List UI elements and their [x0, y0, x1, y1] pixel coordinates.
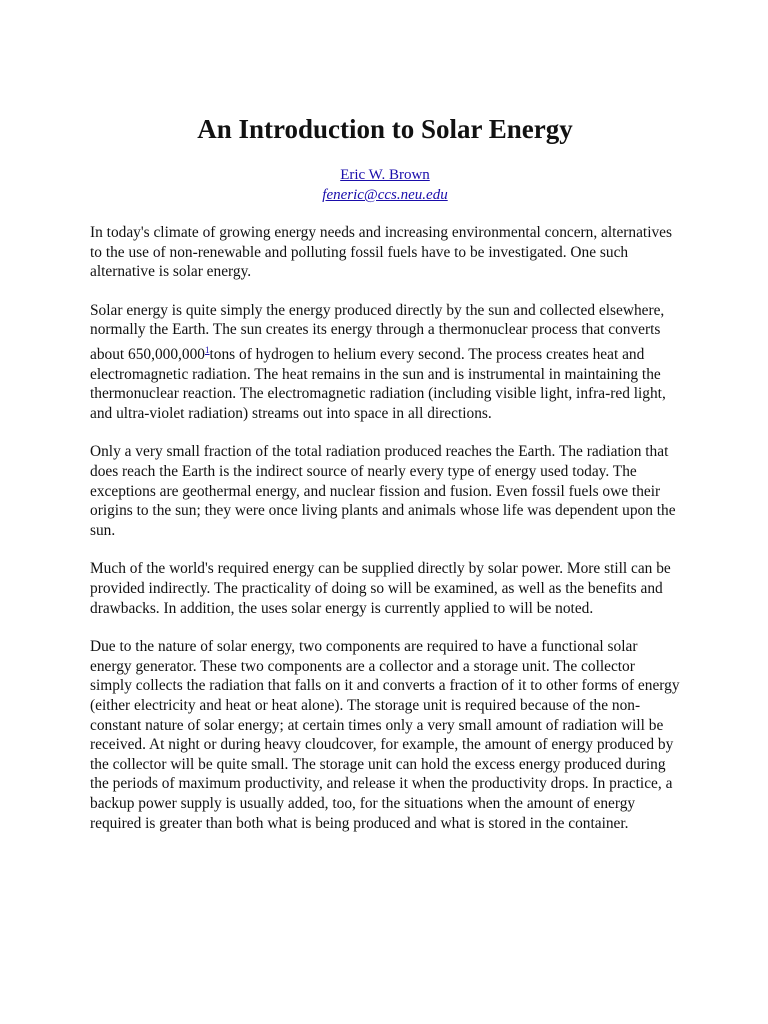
author-email-link[interactable]: feneric@ccs.neu.edu [322, 187, 448, 203]
footnote-1-link[interactable]: 1 [205, 344, 210, 355]
paragraph-intro: In today's climate of growing energy needs and increasing environmental concern, alternatives to the use of non-renewable and polluting fossil fuels have to be investigated. One such alternative is solar energy. [90, 224, 672, 281]
paragraph-solar-energy [90, 301, 680, 424]
paragraph-text: tons of hydrogen to helium every second. The process creates heat and electromagnetic radiation. The heat remains in the sun and is instrumental in maintaining the thermonuclear reaction. The electromagnetic radiation (including visible light, infra-red light, and ultra-violet radiation) streams out into space in all directions. [90, 346, 666, 422]
paragraph-text: Solar energy is quite simply the energy produced directly by the sun and collected elsewhere, normally the Earth. The sun creates its energy through a thermonuclear process that converts about 650,000,000 [90, 301, 665, 364]
author-name-link[interactable]: Eric W. Brown [340, 167, 430, 183]
paragraph-world-energy: Much of the world's required energy can be supplied directly by solar power. More still can be provided indirectly. The practicality of doing so will be examined, as well as the benefits and drawbacks. In addition, the uses solar energy is currently applied to will be noted. [90, 560, 671, 617]
paragraph-radiation: Only a very small fraction of the total radiation produced reaches the Earth. The radiation that does reach the Earth is the indirect source of nearly every type of energy used today. The exceptions are geothermal energy, and nuclear fission and fusion. Even fossil fuels owe their origins to the sun; they were once living plants and animals whose life was dependent upon the sun. [90, 443, 676, 539]
document-body [90, 223, 680, 852]
document-title: An Introduction to Solar Energy [197, 114, 573, 144]
paragraph-components: Due to the nature of solar energy, two components are required to have a functional solar energy generator. These two components are a collector and a storage unit. The collector simply collects the radiation that falls on it and converts a fraction of it to other forms of energy (either electricity and heat or heat alone). The storage unit is required because of the non-constant nature of solar energy; at certain times only a very small amount of radiation will be received. At night or during heavy cloudcover, for example, the amount of energy produced by the collector will be quite small. The storage unit can hold the excess energy produced during the periods of maximum productivity, and release it when the productivity drops. In practice, a backup power supply is usually added, too, for the situations when the amount of energy required is greater than both what is being produced and what is stored in the container. [90, 638, 680, 832]
author-byline [90, 165, 680, 205]
